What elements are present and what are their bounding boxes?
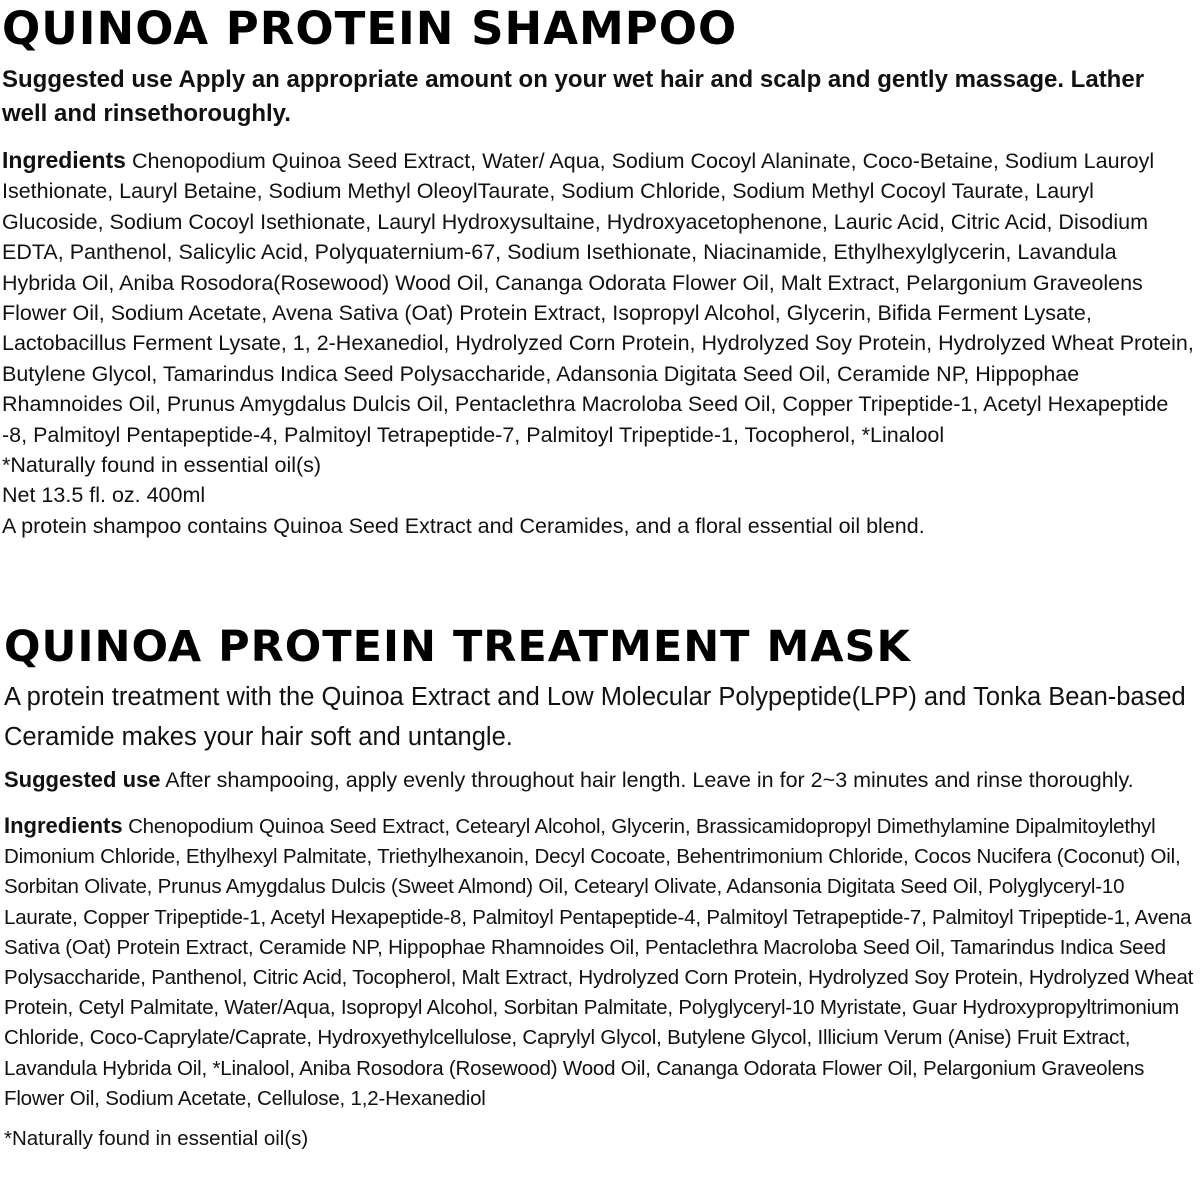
mask-ingredients-text: Chenopodium Quinoa Seed Extract, Cetearyl Alcohol, Glycerin, Brassicamidopropyl Dimethylamine Dipalmitoylethyl Dimonium Chloride, Ethylhexyl Palmitate, Triethylhexanoin, Decyl Cocoate, Behentrimonium Chloride, Cocos Nucifera (Coconut) Oil, Sorbitan Olivate, Prunus Amygdalus Dulcis (Sweet Almond) Oil, Cetearyl Olivate, Adansonia Digitata Seed Oil, Polyglyceryl-10 Laurate, Copper Tripeptide-1, Acetyl Hexapeptide-8, Palmitoyl Pentapeptide-4, Palmitoyl Tetrapeptide-7, Palmitoyl Tripeptide-1, Avena Sativa (Oat) Protein Extract, Ceramide NP, Hippophae Rhamnoides Oil, Pentaclethra Macroloba Seed Oil, Tamarindus Indica Seed Polysaccharide, Panthenol, Citric Acid, Tocopherol, Malt Extract, Hydrolyzed Corn Protein, Hydrolyzed Soy Protein, Hydrolyzed Wheat Protein, Cetyl Palmitate, Water/Aqua, Isopropyl Alcohol, Sorbitan Palmitate, Polyglyceryl-10 Myristate, Guar Hydroxypropyltrimonium Chloride, Coco-Caprylate/Caprate, Hydroxyethylcellulose, Caprylyl Glycol, Butylene Glycol, Illicium Verum (Anise) Fruit Extract, Lavandula Hybrida Oil, *Linalool, Aniba Rosodora (Rosewood) Wood Oil, Cananga Odorata Flower Oil, Pelargonium Graveolens Flower Oil, Sodium Acetate, Cellulose, 1,2-Hexanediol <box>4 815 1194 1110</box>
shampoo-ingredients <box>2 145 1196 450</box>
mask-suggested-use-text: After shampooing, apply evenly throughout hair length. Leave in for 2~3 minutes and rinse thoroughly. <box>160 768 1134 792</box>
shampoo-description: A protein shampoo contains Quinoa Seed Extract and Ceramides, and a floral essential oil blend. <box>2 513 925 538</box>
shampoo-suggested-use-text: Apply an appropriate amount on your wet hair and scalp and gently massage. Lather well and rinsethoroughly. <box>2 66 1145 127</box>
mask-suggested-use-label: Suggested use <box>4 767 161 792</box>
mask-section <box>0 622 1200 1154</box>
mask-ingredients <box>4 811 1196 1114</box>
shampoo-net-volume: Net 13.5 fl. oz. 400ml <box>2 483 206 508</box>
shampoo-suggested-use-label: Suggested use <box>2 66 173 93</box>
mask-title: QUINOA PROTEIN TREATMENT MASK <box>4 622 911 672</box>
shampoo-footnote: *Naturally found in essential oil(s) <box>2 453 322 478</box>
mask-intro: A protein treatment with the Quinoa Extract and Low Molecular Polypeptide(LPP) and Tonka Bean-based Ceramide makes your hair soft and untangle. <box>4 683 1186 751</box>
shampoo-suggested-use <box>2 63 1196 131</box>
mask-suggested-use <box>4 765 1196 795</box>
shampoo-ingredients-label: Ingredients <box>2 147 126 173</box>
mask-footnote: *Naturally found in essential oil(s) <box>4 1127 309 1151</box>
shampoo-title: QUINOA PROTEIN SHAMPOO <box>2 2 738 55</box>
mask-ingredients-label: Ingredients <box>4 813 123 838</box>
shampoo-ingredients-text: Chenopodium Quinoa Seed Extract, Water/ Aqua, Sodium Cocoyl Alaninate, Coco-Betaine, Sodium Lauroyl Isethionate, Lauryl Betaine, Sodium Methyl OleoylTaurate, Sodium Chloride, Sodium Methyl Cocoyl Taurate, Lauryl Glucoside, Sodium Cocoyl Isethionate, Lauryl Hydroxysultaine, Hydroxyacetophenone, Lauric Acid, Citric Acid, Disodium EDTA, Panthenol, Salicylic Acid, Polyquaternium-67, Sodium Isethionate, Niacinamide, Ethylhexylglycerin, Lavandula Hybrida Oil, Aniba Rosodora(Rosewood) Wood Oil, Cananga Odorata Flower Oil, Malt Extract, Pelargonium Graveolens Flower Oil, Sodium Acetate, Avena Sativa (Oat) Protein Extract, Isopropyl Alcohol, Glycerin, Bifida Ferment Lysate, Lactobacillus Ferment Lysate, 1, 2-Hexanediol, Hydrolyzed Corn Protein, Hydrolyzed Soy Protein, Hydrolyzed Wheat Protein, Butylene Glycol, Tamarindus Indica Seed Polysaccharide, Adansonia Digitata Seed Oil, Ceramide NP, Hippophae Rhamnoides Oil, Prunus Amygdalus Dulcis Oil, Pentaclethra Macroloba Seed Oil, Copper Tripeptide-1, Acetyl Hexapeptide -8, Palmitoyl Pentapeptide-4, Palmitoyl Tetrapeptide-7, Palmitoyl Tripeptide-1, Tocopherol, *Linalool <box>2 149 1194 447</box>
shampoo-section <box>0 2 1200 541</box>
